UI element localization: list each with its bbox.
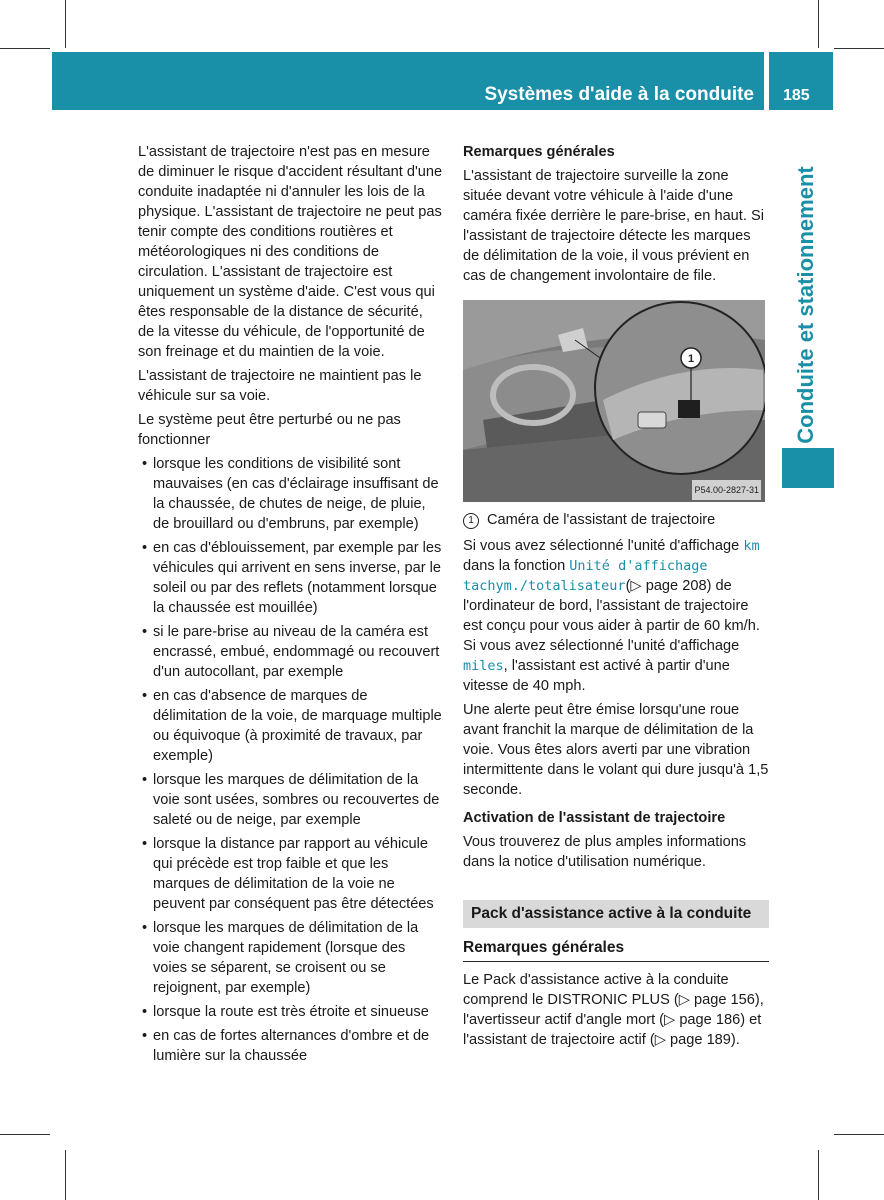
left-paragraph-1: L'assistant de trajectoire n'est pas en mesure de diminuer le risque d'accident résultant d'une conduite inadaptée ni d'annuler les lois de la physique. L'assistant de trajectoire ne peut pas tenir compte des conditions routières et météorologiques ni des conditions de circulation. L'assistant de trajectoire est uniquement un système d'aide. C'est vous qui êtes responsable de la distance de sécurité, de la vitesse du véhicule, de l'opportunité de son freinage et du maintien de la voie. [138, 144, 443, 360]
paragraph-text: (▷ page 208) de l'ordinateur de bord, l'assistant de trajectoire est conçu pour vous aider à partir de 60 km/h. Si vous avez sélectionné l'unité d'affichage [463, 578, 760, 654]
list-item: • en cas de fortes alternances d'ombre et de lumière sur la chaussée [138, 1026, 443, 1066]
right-column [463, 142, 769, 1054]
chapter-marker-block [782, 448, 834, 488]
page-number: 185 [783, 87, 810, 104]
section-heading-general-remarks: Remarques générales [463, 144, 615, 160]
car-interior-illustration [463, 300, 765, 502]
right-paragraph-4: Vous trouverez de plus amples informations dans la notice d'utilisation numérique. [463, 834, 747, 870]
section-title-box: Pack d'assistance active à la conduite [463, 900, 769, 928]
right-paragraph-2 [463, 536, 769, 696]
callout-marker: 1 [463, 513, 479, 529]
list-item: • lorsque la route est très étroite et sinueuse [138, 1002, 443, 1022]
list-item: • lorsque les conditions de visibilité sont mauvaises (en cas d'éclairage insuffisant de la chaussée, de chutes de neige, de pluie, de brouillard ou d'embruns, par exemple) [138, 454, 443, 534]
conditions-list [138, 454, 443, 1066]
paragraph-text: Si vous avez sélectionné l'unité d'affichage [463, 538, 744, 554]
chapter-side-tab-label: Conduite et stationnement [793, 166, 818, 444]
right-paragraph-5: Le Pack d'assistance active à la conduite comprend le DISTRONIC PLUS (▷ page 156), l'avertisseur actif d'angle mort (▷ page 186) et l'assistant de trajectoire actif (▷ page 189). [463, 972, 764, 1048]
figure-caption-text: Caméra de l'assistant de trajectoire [487, 512, 716, 528]
crop-mark-top-right-v [818, 0, 819, 48]
crop-mark-top-right-h [834, 48, 884, 49]
section-heading-activation: Activation de l'assistant de trajectoire [463, 810, 726, 826]
paragraph-text: dans la fonction [463, 558, 570, 574]
right-paragraph-3: Une alerte peut être émise lorsqu'une roue avant franchit la marque de délimitation de la voie. Vous êtes alors averti par une vibration intermittente dans le volant qui dure jusqu'à 1,5 seconde. [463, 702, 769, 798]
chapter-side-tab [778, 166, 834, 444]
left-paragraph-3: Le système peut être perturbé ou ne pas fonctionner [138, 412, 401, 448]
list-item: • en cas d'éblouissement, par exemple par les véhicules qui arrivent en sens inverse, par le soleil ou par des reflets (notamment lorsque la chaussée est mouillée) [138, 538, 443, 618]
paragraph-text: , l'assistant est activé à partir d'une vitesse de 40 mph. [463, 658, 730, 694]
list-item: • lorsque les marques de délimitation de la voie sont usées, sombres ou recouvertes de saleté ou de neige, par exemple [138, 770, 443, 830]
display-unit-miles: miles [463, 658, 504, 674]
header-bar [52, 52, 764, 110]
crop-mark-top-left-v [65, 0, 66, 48]
page-number-box [769, 52, 833, 110]
list-item: • si le pare-brise au niveau de la caméra est encrassé, embué, endommagé ou recouvert d'un autocollant, par exemple [138, 622, 443, 682]
right-paragraph-1: L'assistant de trajectoire surveille la zone située devant votre véhicule à l'aide d'une caméra fixée derrière le pare-brise, en haut. Si l'assistant de trajectoire détecte les marques de délimitation de la voie, il vous prévient en cas de changement involontaire de file. [463, 168, 764, 284]
figure-caption [463, 510, 769, 530]
list-item: • en cas d'absence de marques de délimitation de la voie, de marquage multiple ou équivoque (à proximité de travaux, par exemple) [138, 686, 443, 766]
crop-mark-bottom-left-h [0, 1134, 50, 1135]
crop-mark-bottom-right-h [834, 1134, 884, 1135]
display-unit-km: km [743, 538, 760, 554]
list-item: • lorsque les marques de délimitation de la voie changent rapidement (lorsque des voies se séparent, se croisent ou se rejoignent, par exemple) [138, 918, 443, 998]
figure-reference-code: P54.00-2827-31 [692, 480, 761, 500]
camera-figure [463, 300, 765, 502]
crop-mark-top-left-h [0, 48, 50, 49]
menu-function-name: Unité d'affichage tachym./totalisateur [463, 558, 708, 594]
callout-number: 1 [687, 353, 695, 365]
left-column [138, 142, 443, 1070]
crop-mark-bottom-left-v [65, 1150, 66, 1200]
left-paragraph-2: L'assistant de trajectoire ne maintient pas le véhicule sur sa voie. [138, 368, 422, 404]
section-heading-general-remarks-2: Remarques générales [463, 938, 769, 962]
crop-mark-bottom-right-v [818, 1150, 819, 1200]
list-item: • lorsque la distance par rapport au véhicule qui précède est trop faible et que les marques de délimitation de la voie ne peuvent par conséquent pas être détectées [138, 834, 443, 914]
header-title: Systèmes d'aide à la conduite [484, 84, 754, 105]
